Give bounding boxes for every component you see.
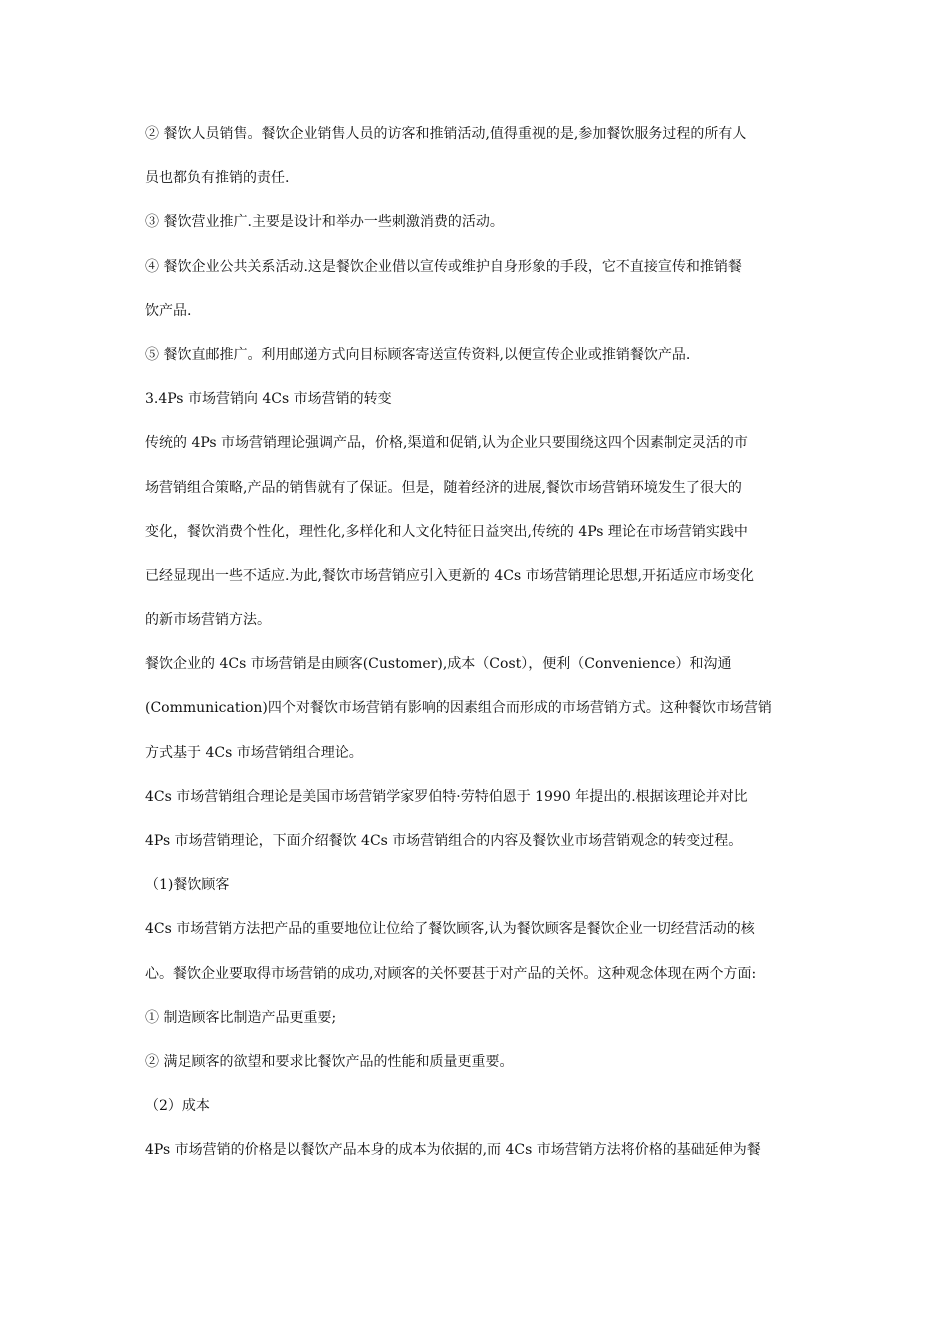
text-line: 员也都负有推销的责任. xyxy=(145,170,290,187)
text-line: ④ 餐饮企业公共关系活动.这是餐饮企业借以宣传或维护自身形象的手段，它不直接宣传和推销餐 xyxy=(145,258,742,275)
subsection-heading: （1)餐饮顾客 xyxy=(145,877,230,894)
text-line: 已经显现出一些不适应.为此,餐饮市场营销应引入更新的 4Cs 市场营销理论思想,开拓适应市场变化 xyxy=(145,567,755,584)
document-body xyxy=(145,124,810,1160)
subsection-heading: （2）成本 xyxy=(145,1098,210,1115)
text-line: 心。餐饮企业要取得市场营销的成功,对顾客的关怀要甚于对产品的关怀。这种观念体现在两个方面: xyxy=(145,965,757,982)
text-line: ② 餐饮人员销售。餐饮企业销售人员的访客和推销活动,值得重视的是,参加餐饮服务过程的所有人 xyxy=(145,126,747,142)
text-line: 4Ps 市场营销的价格是以餐饮产品本身的成本为依据的,而 4Cs 市场营销方法将价格的基础延伸为餐 xyxy=(145,1142,761,1159)
text-line: 4Cs 市场营销方法把产品的重要地位让位给了餐饮顾客,认为餐饮顾客是餐饮企业一切经营活动的核 xyxy=(145,921,755,938)
text-line: 4Cs 市场营销组合理论是美国市场营销学家罗伯特·劳特伯恩于 1990 年提出的.根据该理论并对比 xyxy=(145,788,748,805)
text-line: 传统的 4Ps 市场营销理论强调产品，价格,渠道和促销,认为企业只要围绕这四个因素制定灵活的市 xyxy=(145,435,748,452)
text-line: ③ 餐饮营业推广.主要是设计和举办一些刺激消费的活动。 xyxy=(145,214,504,231)
text-line: 饮产品. xyxy=(145,302,192,319)
text-line: 方式基于 4Cs 市场营销组合理论。 xyxy=(145,744,363,761)
text-line: (Communication)四个对餐饮市场营销有影响的因素组合而形成的市场营销方式。这种餐饮市场营销 xyxy=(145,700,772,717)
text-line: ① 制造顾客比制造产品更重要; xyxy=(145,1009,337,1026)
text-line: 餐饮企业的 4Cs 市场营销是由顾客(Customer),成本（Cost），便利（Convenience）和沟通 xyxy=(145,656,732,673)
text-line: ② 满足顾客的欲望和要求比餐饮产品的性能和质量更重要。 xyxy=(145,1053,514,1070)
text-line: ⑤ 餐饮直邮推广。利用邮递方式向目标顾客寄送宣传资料,以便宣传企业或推销餐饮产品. xyxy=(145,346,691,363)
text-line: 4Ps 市场营销理论，下面介绍餐饮 4Cs 市场营销组合的内容及餐饮业市场营销观念的转变过程。 xyxy=(145,833,743,849)
text-line: 的新市场营销方法。 xyxy=(145,612,271,629)
section-heading: 3.4Ps 市场营销向 4Cs 市场营销的转变 xyxy=(145,391,392,408)
text-line: 变化，餐饮消费个性化，理性化,多样化和人文化特征日益突出,传统的 4Ps 理论在市场营销实践中 xyxy=(145,523,748,540)
text-line: 场营销组合策略,产品的销售就有了保证。但是，随着经济的进展,餐饮市场营销环境发生了很大的 xyxy=(145,479,742,496)
